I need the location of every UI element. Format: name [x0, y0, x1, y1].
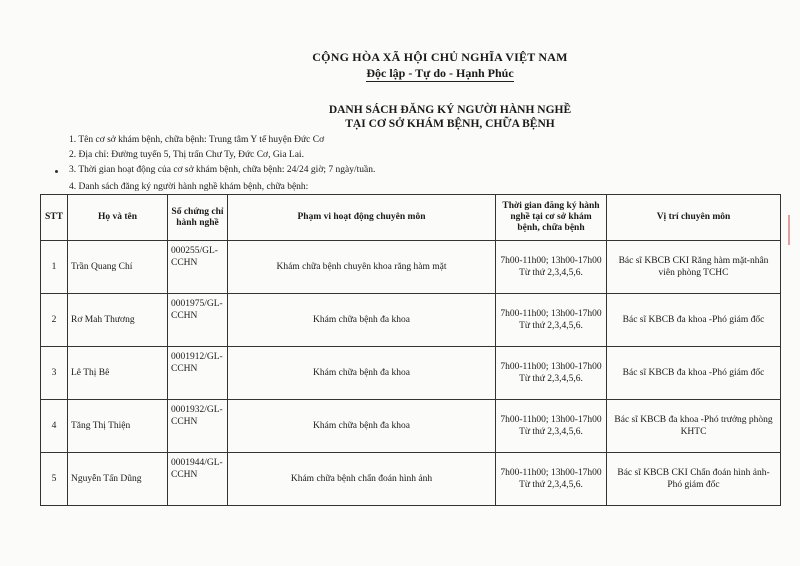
cell-cert: 0001932/GL-CCHN — [168, 400, 228, 453]
cell-name: Nguyễn Tấn Dũng — [68, 453, 168, 506]
scan-speck — [55, 170, 58, 173]
cell-position: Bác sĩ KBCB CKI Răng hàm mặt-nhân viên phòng TCHC — [607, 241, 781, 294]
cell-scope: Khám chữa bệnh đa khoa — [228, 294, 496, 347]
table-row — [41, 294, 781, 347]
table-row — [41, 241, 781, 294]
cell-scope: Khám chữa bệnh đa khoa — [228, 347, 496, 400]
cell-position: Bác sĩ KBCB đa khoa -Phó trưởng phòng KHTC — [607, 400, 781, 453]
table-row — [41, 347, 781, 400]
practitioner-table — [40, 194, 781, 506]
cell-name: Tăng Thị Thiện — [68, 400, 168, 453]
cell-stt: 2 — [41, 294, 68, 347]
cell-cert: 0001975/GL-CCHN — [168, 294, 228, 347]
cell-time: 7h00-11h00; 13h00-17h00 Từ thứ 2,3,4,5,6. — [496, 347, 607, 400]
document-title-line2: TẠI CƠ SỞ KHÁM BỆNH, CHỮA BỆNH — [345, 118, 555, 130]
cell-scope: Khám chữa bệnh chẩn đoán hình ảnh — [228, 453, 496, 506]
header-stt: STT — [41, 195, 68, 241]
cell-cert: 0001944/GL-CCHN — [168, 453, 228, 506]
scan-edge-mark — [788, 215, 794, 245]
table-row — [41, 453, 781, 506]
cell-cert: 0001912/GL-CCHN — [168, 347, 228, 400]
nation-heading: CỘNG HÒA XÃ HỘI CHỦ NGHĨA VIỆT NAM — [312, 50, 568, 64]
header-scope: Phạm vi hoạt động chuyên môn — [228, 195, 496, 241]
header-name: Họ và tên — [68, 195, 168, 241]
motto-heading — [40, 66, 800, 81]
cell-stt: 1 — [41, 241, 68, 294]
header-position: Vị trí chuyên môn — [607, 195, 781, 241]
cell-scope: Khám chữa bệnh đa khoa — [228, 400, 496, 453]
cell-scope: Khám chữa bệnh chuyên khoa răng hàm mặt — [228, 241, 496, 294]
cell-position: Bác sĩ KBCB đa khoa -Phó giám đốc — [607, 294, 781, 347]
cell-stt: 4 — [41, 400, 68, 453]
info-list-intro: 4. Danh sách đăng ký người hành nghề khám bệnh, chữa bệnh: — [69, 182, 309, 192]
motto-text: Độc lập - Tự do - Hạnh Phúc — [366, 66, 514, 80]
cell-name: Lê Thị Bê — [68, 347, 168, 400]
info-facility-name: 1. Tên cơ sở khám bệnh, chữa bệnh: Trung tâm Y tế huyện Đức Cơ — [69, 135, 325, 145]
cell-stt: 5 — [41, 453, 68, 506]
cell-position: Bác sĩ KBCB đa khoa -Phó giám đốc — [607, 347, 781, 400]
info-address: 2. Địa chỉ: Đường tuyến 5, Thị trấn Chư Ty, Đức Cơ, Gia Lai. — [69, 150, 304, 160]
header-time: Thời gian đăng ký hành nghề tại cơ sở khám bệnh, chữa bệnh — [496, 195, 607, 241]
cell-cert: 000255/GL-CCHN — [168, 241, 228, 294]
cell-time: 7h00-11h00; 13h00-17h00 Từ thứ 2,3,4,5,6. — [496, 241, 607, 294]
cell-stt: 3 — [41, 347, 68, 400]
table-row — [41, 400, 781, 453]
cell-name: Trần Quang Chí — [68, 241, 168, 294]
info-operating-hours: 3. Thời gian hoạt động của cơ sở khám bệnh, chữa bệnh: 24/24 giờ; 7 ngày/tuần. — [69, 165, 376, 175]
table-header-row — [41, 195, 781, 241]
cell-time: 7h00-11h00; 13h00-17h00 Từ thứ 2,3,4,5,6. — [496, 453, 607, 506]
cell-position: Bác sĩ KBCB CKI Chẩn đoán hình ảnh-Phó giám đốc — [607, 453, 781, 506]
document-title-line1: DANH SÁCH ĐĂNG KÝ NGƯỜI HÀNH NGHỀ — [328, 104, 572, 116]
cell-name: Rơ Mah Thương — [68, 294, 168, 347]
cell-time: 7h00-11h00; 13h00-17h00 Từ thứ 2,3,4,5,6. — [496, 294, 607, 347]
header-cert: Số chứng chỉ hành nghề — [168, 195, 228, 241]
cell-time: 7h00-11h00; 13h00-17h00 Từ thứ 2,3,4,5,6. — [496, 400, 607, 453]
